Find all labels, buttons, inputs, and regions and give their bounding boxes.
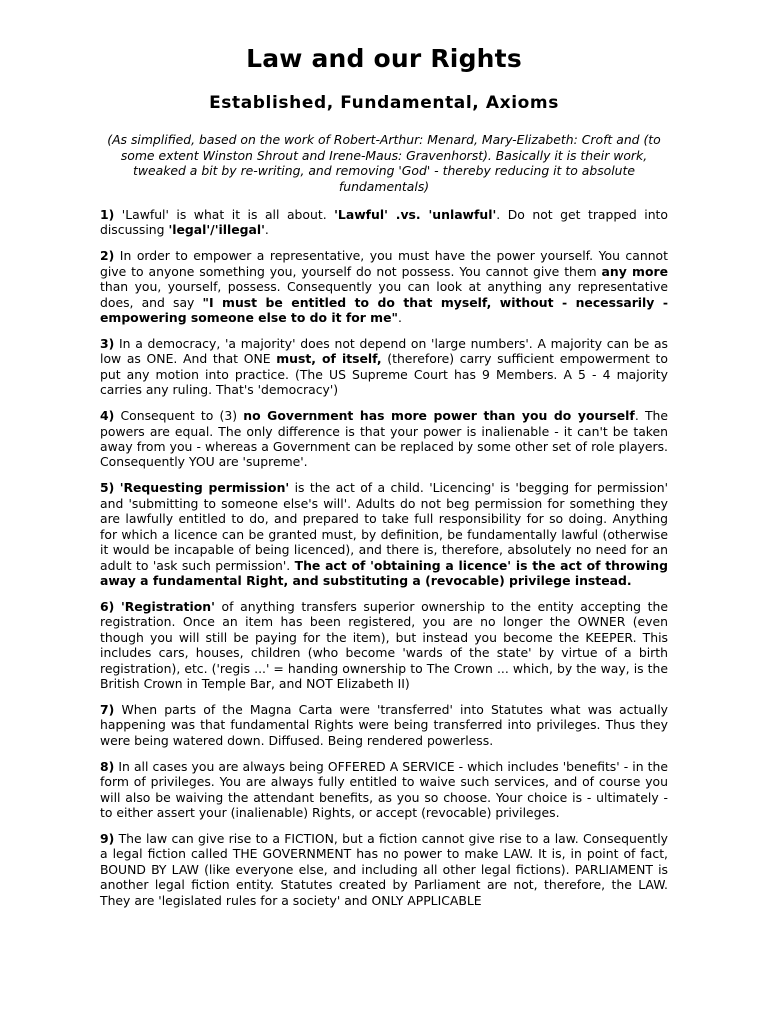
axiom-number: 9) — [100, 830, 115, 846]
axiom-paragraph — [100, 759, 668, 821]
axiom-text: 'Lawful' is what it is all about. — [114, 207, 335, 222]
axiom-paragraph — [100, 248, 668, 325]
axiom-text: is the act of a child. 'Licencing' is 'begging for permission' and 'submitting to someone else's will'. Adults do not beg permission for something they are lawfully entitled to do, and prepared to take full responsibility for so doing. Anything for which a licence can be granted must, by definition, be fundamentally lawful (otherwise it would be incapable of being licenced), and there is, therefore, absolutely no need for an adult to 'ask such permission'. — [100, 480, 668, 573]
axiom-number: 6) — [100, 598, 115, 614]
axiom-number: 3) — [100, 336, 115, 352]
axiom-text: In a democracy, 'a majority' does not depend on 'large numbers'. A majority can be as low as ONE. And that ONE — [100, 336, 668, 367]
axiom-number: 5) — [100, 480, 115, 496]
emphasis-text: must, of itself, — [276, 351, 382, 367]
axiom-text: Consequent to (3) — [114, 408, 244, 424]
emphasis-text: 'Requesting permission' — [119, 480, 290, 496]
intro-note: (As simplified, based on the work of Robert-Arthur: Menard, Mary-Elizabeth: Croft and (to some extent Winston Shrout and Irene-Maus: Gravenhorst). Basically it is their work, tweaked a bit by re-writing, and removing 'God' - thereby reducing it to absolute fundamentals) — [107, 132, 661, 194]
axiom-text — [114, 599, 121, 614]
emphasis-text: 'Lawful' .vs. 'unlawful' — [334, 207, 497, 222]
emphasis-text: 'legal'/'illegal' — [168, 222, 265, 238]
axiom-paragraph — [100, 480, 668, 588]
axiom-paragraph — [100, 831, 668, 908]
axiom-number: 1) — [100, 207, 115, 222]
axiom-number: 7) — [100, 701, 115, 717]
emphasis-text: 'Registration' — [120, 598, 215, 614]
axiom-paragraph — [100, 408, 668, 470]
axiom-text: The law can give rise to a FICTION, but a fiction cannot give rise to a law. Consequently a legal fiction called THE GOVERNMENT has no power to make LAW. It is, in point of fact, BOUND BY LAW (like everyone else, and including all other legal fictions). PARLIAMENT is another legal fiction entity. Statutes created by Parliament are not, therefore, the LAW. They are 'legislated rules for a society' and ONLY APPLICABLE — [100, 830, 668, 908]
axiom-text: . Do not get trapped into discussing — [100, 207, 668, 238]
document-subtitle: Established, Fundamental, Axioms — [209, 93, 559, 113]
axiom-paragraph — [100, 336, 668, 398]
axiom-text: than you, yourself, possess. Consequently you can look at anything any representative does, and say — [100, 279, 668, 310]
emphasis-text: any more — [601, 263, 668, 279]
axiom-text: of anything transfers superior ownership to the entity accepting the registration. Once an item has been registered, you are no longer the OWNER (even though you will still be paying for the item), but instead you become the KEEPER. This includes cars, houses, children (who become 'wards of the state' by virtue of a birth registration), etc. ('regis ...' = handing ownership to The Crown ... which, by the way, is the British Crown in Temple Bar, and NOT Elizabeth II) — [100, 598, 668, 691]
axiom-paragraph — [100, 207, 668, 238]
axiom-text: In all cases you are always being OFFERED A SERVICE - which includes 'benefits' - in the form of privileges. You are always fully entitled to waive such services, and of course you will also be waiving the attendant benefits, as you so choose. Your choice is - ultimately - to either assert your (inalienable) Rights, or accept (revocable) privileges. — [100, 758, 668, 820]
emphasis-text: no Government has more power than you do yourself — [243, 408, 635, 424]
document-title: Law and our Rights — [246, 44, 522, 73]
axiom-paragraph — [100, 599, 668, 691]
axiom-list — [100, 207, 668, 919]
axiom-text: When parts of the Magna Carta were 'transferred' into Statutes what was actually happening was that fundamental Rights were being transferred into privileges. Thus they were being watered down. Diffused. Being rendered powerless. — [100, 701, 668, 748]
axiom-text: . The powers are equal. The only difference is that your power is inalienable - it can't be taken away from you - whereas a Government can be replaced by some other set of role players. Consequently YOU are 'supreme'. — [100, 408, 668, 470]
axiom-number: 8) — [100, 758, 115, 774]
axiom-text: . — [397, 310, 402, 326]
axiom-text: (therefore) carry sufficient empowerment to put any motion into practice. (The US Supreme Court has 9 Members. A 5 - 4 majority carries any ruling. That's 'democracy') — [100, 351, 668, 398]
emphasis-text: The act of 'obtaining a licence' is the act of throwing away a fundamental Right, and substituting a (revocable) privilege instead. — [100, 557, 668, 588]
axiom-number: 2) — [100, 248, 115, 264]
axiom-paragraph — [100, 702, 668, 748]
emphasis-text: "I must be entitled to do that myself, without - necessarily - empowering someone else to do it for me" — [100, 294, 668, 326]
axiom-number: 4) — [100, 408, 115, 424]
axiom-text: . — [264, 222, 269, 238]
axiom-text: In order to empower a representative, you must have the power yourself. You cannot give to anyone something you, yourself do not possess. You cannot give them — [100, 248, 668, 279]
